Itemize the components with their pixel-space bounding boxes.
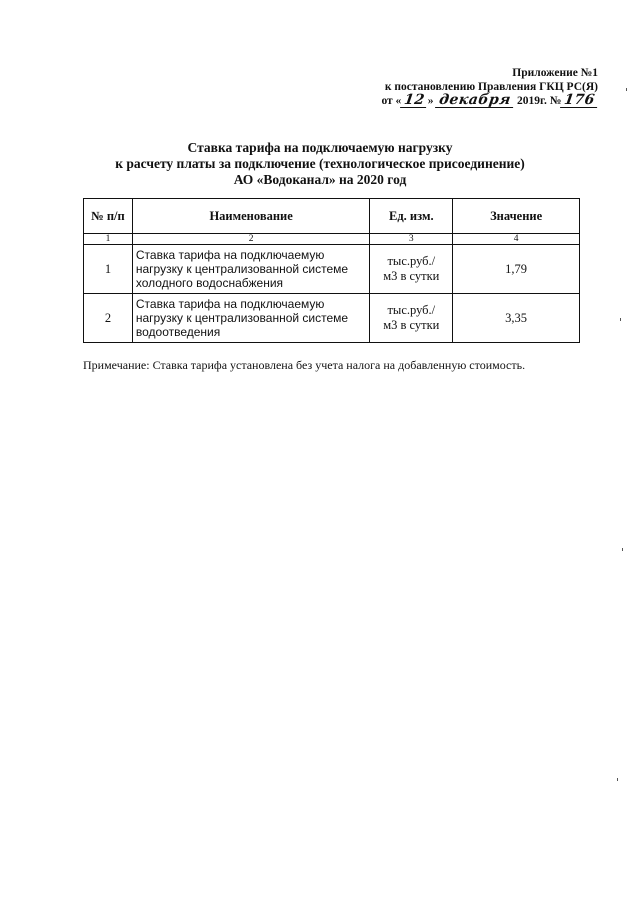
row-name-line: Ставка тарифа на подключаемую (135, 248, 325, 262)
row-name-line: водоотведения (135, 325, 221, 339)
row-name-line: холодного водоснабжения (135, 276, 284, 290)
row-unit (370, 294, 453, 343)
row-value: 1,79 (453, 245, 580, 294)
row-unit-line: тыс.руб./ (387, 254, 436, 268)
header-name: Наименование (132, 199, 369, 234)
row-name (132, 245, 369, 294)
scan-speck (617, 778, 618, 781)
row-number: 1 (84, 245, 133, 294)
header-value: Значение (453, 199, 580, 234)
date-prefix: от « (381, 95, 402, 107)
row-unit-line: тыс.руб./ (387, 303, 436, 317)
header-unit: Ед. изм. (370, 199, 453, 234)
table-row (84, 294, 580, 343)
column-index: 3 (370, 234, 453, 245)
doc-number-handwritten: 176 (560, 94, 599, 108)
column-index: 2 (132, 234, 369, 245)
header-number: № п/п (84, 199, 133, 234)
column-index: 1 (84, 234, 133, 245)
row-number: 2 (84, 294, 133, 343)
scan-speck (626, 88, 627, 91)
tariff-table (83, 198, 580, 343)
date-day-handwritten: 12 (400, 94, 428, 108)
row-unit-line: м3 в сутки (383, 269, 440, 283)
note-text: Примечание: Ставка тарифа установлена без учета налога на добавленную стоимость. (83, 358, 526, 372)
date-line (298, 94, 598, 108)
row-unit (370, 245, 453, 294)
row-name-line: нагрузку к централизованной системе (135, 262, 349, 276)
scan-speck (622, 548, 623, 551)
attachment-block (298, 66, 598, 108)
table-header-row (84, 199, 580, 234)
column-index: 4 (453, 234, 580, 245)
attachment-label: Приложение №1 (512, 67, 598, 79)
row-unit-line: м3 в сутки (383, 318, 440, 332)
scan-speck (620, 318, 621, 321)
row-name (132, 294, 369, 343)
title-line-2: к расчету платы за подключение (технологическое присоединение) (115, 156, 525, 171)
row-name-line: нагрузку к централизованной системе (135, 311, 349, 325)
document-title (0, 140, 640, 188)
resolution-line: к постановлению Правления ГКЦ РС(Я) (384, 81, 598, 93)
date-year: 2019г. № (517, 95, 562, 107)
title-line-3: АО «Водоканал» на 2020 год (233, 172, 407, 187)
date-mid: » (427, 95, 434, 107)
date-month-handwritten: декабря (435, 94, 515, 108)
row-value: 3,35 (453, 294, 580, 343)
table-row (84, 245, 580, 294)
column-index-row (84, 234, 580, 245)
title-line-1: Ставка тарифа на подключаемую нагрузку (187, 140, 453, 155)
row-name-line: Ставка тарифа на подключаемую (135, 297, 325, 311)
